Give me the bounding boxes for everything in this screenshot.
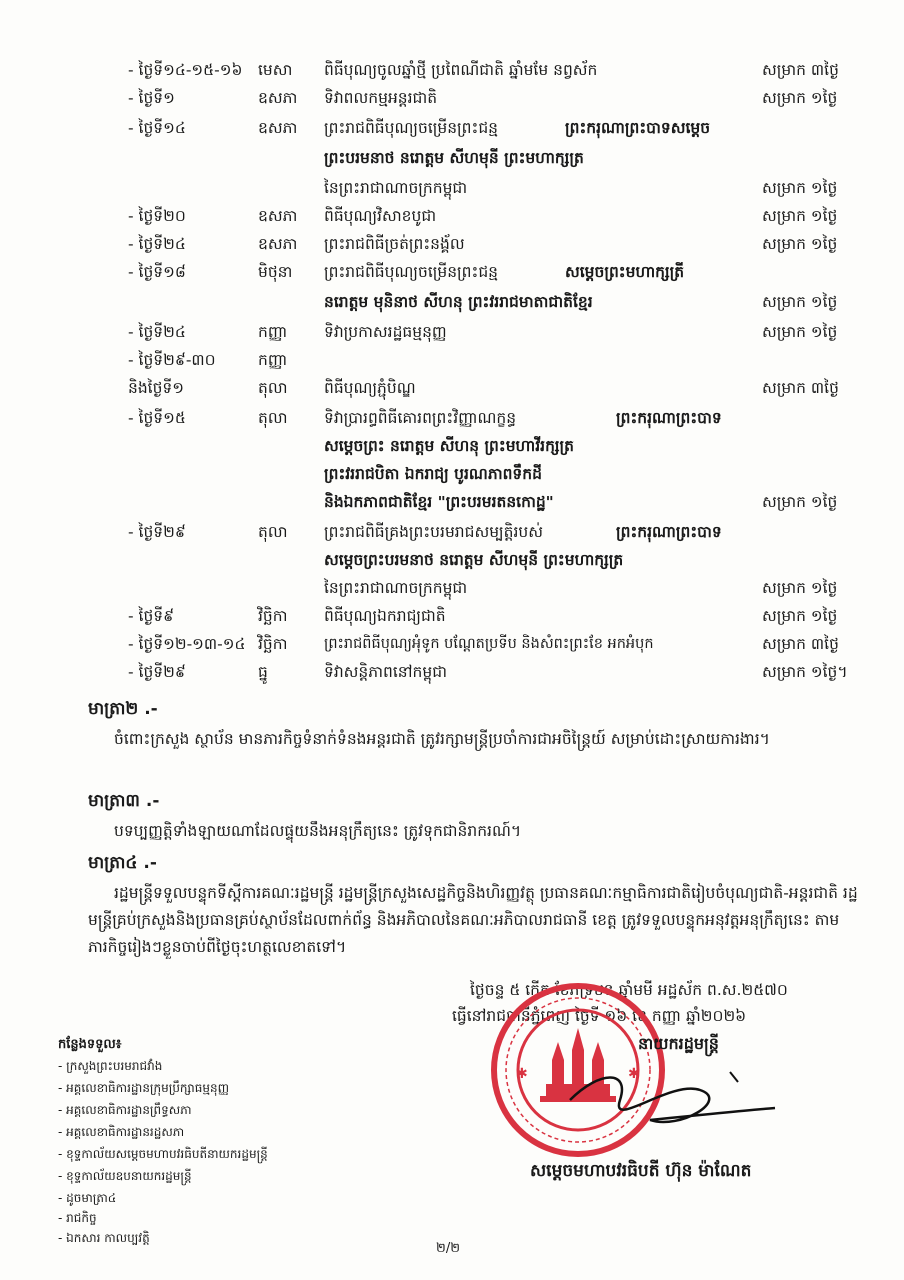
- holiday-date: - ថ្ងៃទី២៩: [128, 663, 186, 681]
- holiday-month: វិច្ឆិកា: [258, 607, 288, 625]
- holiday-date: - ថ្ងៃទី២៩-៣០: [128, 351, 216, 369]
- recipient-item: - ដូចមាត្រា៤: [58, 1191, 117, 1205]
- holiday-date: - ថ្ងៃទី១២-១៣-១៤: [128, 635, 246, 653]
- holiday-month: ឧសភា: [258, 89, 298, 107]
- recipient-item: - ក្រសួងព្រះបរមរាជវាំង: [58, 1059, 163, 1073]
- holiday-note: សម្រាក ១ថ្ងៃ: [762, 89, 838, 107]
- holiday-desc: ពិធីបុណ្យឯករាជ្យជាតិ: [324, 607, 446, 625]
- article-4-heading: មាត្រា៤ .-: [88, 853, 157, 873]
- holiday-note: សម្រាក ៣ថ្ងៃ: [762, 379, 839, 397]
- holiday-desc-continued: នរោត្តម មុនិនាថ សីហនុ ព្រះវររាជមាតាជាតិខ្មែរ: [324, 293, 593, 311]
- holiday-month: កញ្ញា: [258, 351, 288, 369]
- holiday-desc: ព្រះរាជពិធីបុណ្យចម្រើនព្រះជន្ម: [324, 263, 498, 281]
- holiday-note: សម្រាក ៣ថ្ងៃ: [762, 61, 839, 79]
- holiday-desc: ទិវាប្រកាសរដ្ឋធម្មនុញ្ញ: [324, 323, 447, 341]
- holiday-month: តុលា: [258, 523, 288, 541]
- holiday-desc-continued: ព្រះវររាជបិតា ឯករាជ្យ បូរណភាពទឹកដី: [324, 465, 542, 483]
- article-2-heading: មាត្រា២ .-: [88, 699, 158, 719]
- article-3-text: បទប្បញ្ញត្តិទាំងឡាយណាដែលផ្ទុយនឹងអនុក្រឹត្យនេះ ត្រូវទុកជានិរាករណ៍។: [114, 822, 522, 840]
- holiday-desc-continued: សម្តេចព្រះ នរោត្តម សីហនុ ព្រះមហាវីរក្សត្រ: [324, 437, 574, 455]
- holiday-date: - ថ្ងៃទី២៤: [128, 235, 186, 253]
- holiday-note: សម្រាក ១ថ្ងៃ: [762, 207, 838, 225]
- holiday-desc: ពិធីបុណ្យវិសាខបូជា: [324, 207, 437, 225]
- holiday-desc: ព្រះរាជពិធីបុណ្យអុំទូក បណ្តែតប្រទីប និងសំពះព្រះខែ អកអំបុក: [324, 636, 654, 652]
- holiday-date: - ថ្ងៃទី១៤-១៥-១៦: [128, 61, 243, 79]
- solar-date: ធ្វើនៅរាជធានីភ្នំពេញ ថ្ងៃទី ១៦ ខែ កញ្ញា ឆ្នាំ២០២៦: [452, 1007, 747, 1025]
- holiday-month: តុលា: [258, 409, 288, 427]
- holiday-desc-bold: ព្រះករុណាព្រះបាទសម្តេច: [565, 119, 711, 137]
- holiday-desc-continued: សម្តេចព្រះបរមនាថ នរោត្តម សីហមុនី ព្រះមហាក្សត្រ: [324, 551, 624, 569]
- svg-text:✱: ✱: [516, 1066, 528, 1082]
- signature-icon: [560, 1060, 780, 1140]
- article-3-heading: មាត្រា៣ .-: [88, 791, 160, 811]
- holiday-desc-bold: ព្រះករុណាព្រះបាទ: [616, 409, 722, 427]
- holiday-desc-continued: នៃព្រះរាជាណាចក្រកម្ពុជា: [324, 179, 468, 197]
- recipient-item: - អគ្គលេខាធិការដ្ឋានព្រឹទ្ធសភា: [58, 1103, 192, 1117]
- holiday-desc-continued: នៃព្រះរាជាណាចក្រកម្ពុជា: [324, 579, 468, 597]
- holiday-date: - ថ្ងៃទី២៤: [128, 323, 186, 341]
- article-2-text: ចំពោះក្រសួង ស្ថាប័ន មានភារកិច្ចទំនាក់ទំនងអន្តរជាតិ ត្រូវរក្សាមន្ត្រីប្រចាំការជាអចិន្ត្រៃយ៍ សម្រាប់ដោះស្រាយការងារ។: [114, 730, 770, 748]
- holiday-date: - ថ្ងៃទី២៩: [128, 523, 186, 541]
- holiday-note: សម្រាក ១ថ្ងៃ: [762, 293, 838, 311]
- page-number: ២/២: [436, 1241, 461, 1256]
- holiday-date: - ថ្ងៃទី២០: [128, 207, 186, 225]
- article-4-text: រដ្ឋមន្ត្រីទទួលបន្ទុកទីស្តីការគណៈរដ្ឋមន្ត្រី រដ្ឋមន្ត្រីក្រសួងសេដ្ឋកិច្ចនិងហិរញ្ញវត្ថុ ប្រធានគណៈកម្មាធិការជាតិរៀបចំបុណ្យជាតិ-អន្តរជាតិ រដ្ឋមន្ត្រីគ្រប់ក្រសួងនិងប្រធានគ្រប់ស្ថាប័នដែលពាក់ព័ន្ធ និងអភិបាលនៃគណៈអភិបាលរាជធានី ខេត្ត ត្រូវទទួលបន្ទុកអនុវត្តអនុក្រឹត្យនេះ តាមភារកិច្ចរៀងៗខ្លួនចាប់ពីថ្ងៃចុះហត្ថលេខាតទៅ។: [88, 884, 858, 956]
- holiday-desc: ពិធីបុណ្យចូលឆ្នាំថ្មី ប្រពៃណីជាតិ ឆ្នាំមមែ នព្វស័ក: [324, 61, 598, 79]
- holiday-month: ឧសភា: [258, 207, 298, 225]
- holiday-desc: ទិវាពលកម្មអន្តរជាតិ: [324, 89, 438, 107]
- holiday-date: - ថ្ងៃទី៩: [128, 607, 175, 625]
- holiday-date: - ថ្ងៃទី១៥: [128, 409, 186, 427]
- holiday-desc-continued: និងឯកភាពជាតិខ្មែរ "ព្រះបរមរតនកោដ្ឋ": [324, 493, 554, 511]
- holiday-note: សម្រាក ១ថ្ងៃ: [762, 235, 838, 253]
- holiday-month: មិថុនា: [258, 263, 293, 281]
- holiday-desc: ព្រះរាជពិធីគ្រងព្រះបរមរាជសម្បត្តិរបស់: [324, 523, 544, 541]
- holiday-desc: ទិវាសន្តិភាពនៅកម្ពុជា: [324, 663, 447, 681]
- recipient-item: - ខុទ្ទកាល័យឧបនាយករដ្ឋមន្ត្រី: [58, 1169, 192, 1183]
- recipient-item: - អគ្គលេខាធិការដ្ឋានក្រុមប្រឹក្សាធម្មនុញ្ញ: [58, 1081, 230, 1095]
- recipient-item: - រាជកិច្ច: [58, 1211, 97, 1225]
- holiday-date: - ថ្ងៃទី១៨: [128, 263, 186, 281]
- signer-name: សម្តេចមហាបវរធិបតី ហ៊ុន ម៉ាណែត: [530, 1161, 752, 1181]
- holiday-month: កញ្ញា: [258, 323, 288, 341]
- holiday-month: ឧសភា: [258, 119, 298, 137]
- recipient-item: - អគ្គលេខាធិការដ្ឋានរដ្ឋសភា: [58, 1125, 185, 1139]
- recipient-item: - ឯកសារ កាលប្បវត្តិ: [58, 1231, 150, 1245]
- holiday-month: ធ្នូ: [258, 663, 268, 681]
- holiday-note: សម្រាក ១ថ្ងៃ: [762, 607, 838, 625]
- holiday-desc: ទិវាប្រារព្ធពិធីគោរពព្រះវិញ្ញាណក្ខន្ធ: [324, 409, 517, 427]
- holiday-desc-bold: សម្តេចព្រះមហាក្សត្រី: [565, 263, 685, 281]
- holiday-date: - ថ្ងៃទី១: [128, 89, 175, 107]
- holiday-date: - ថ្ងៃទី១៤: [128, 119, 186, 137]
- holiday-note: សម្រាក ១ថ្ងៃ: [762, 323, 838, 341]
- holiday-note: សម្រាក ៣ថ្ងៃ: [762, 635, 839, 653]
- recipients-heading: កន្លែងទទួល៖: [58, 1037, 122, 1052]
- holiday-note: សម្រាក ១ថ្ងៃ។: [762, 663, 848, 681]
- holiday-note: សម្រាក ១ថ្ងៃ: [762, 179, 838, 197]
- holiday-desc: ពិធីបុណ្យភ្ជុំបិណ្ឌ: [324, 379, 416, 397]
- holiday-note: សម្រាក ១ថ្ងៃ: [762, 579, 838, 597]
- recipient-item: - ខុទ្ទកាល័យសម្តេចមហាបវរធិបតីនាយករដ្ឋមន្ត្រី: [58, 1147, 268, 1161]
- holiday-month: មេសា: [258, 61, 293, 79]
- holiday-desc-continued: ព្រះបរមនាថ នរោត្តម សីហមុនី ព្រះមហាក្សត្រ: [324, 149, 584, 167]
- holiday-desc: ព្រះរាជពិធីបុណ្យចម្រើនព្រះជន្ម: [324, 119, 498, 137]
- holiday-date: និងថ្ងៃទី១: [128, 379, 185, 397]
- svg-text:✱: ✱: [628, 1066, 640, 1082]
- lunar-date: ថ្ងៃចន្ទ ៥ កើត ខែភទ្របទ ឆ្នាំមមី អដ្ឋស័ក ព.ស.២៥៧០: [470, 981, 788, 999]
- holiday-note: សម្រាក ១ថ្ងៃ: [762, 493, 838, 511]
- holiday-month: ឧសភា: [258, 235, 298, 253]
- holiday-month: វិច្ឆិកា: [258, 635, 288, 653]
- holiday-desc-bold: ព្រះករុណាព្រះបាទ: [616, 523, 722, 541]
- holiday-desc: ព្រះរាជពិធីច្រត់ព្រះនង្គ័ល: [324, 235, 465, 253]
- holiday-month: តុលា: [258, 379, 288, 397]
- signer-title: នាយករដ្ឋមន្ត្រី: [638, 1034, 719, 1053]
